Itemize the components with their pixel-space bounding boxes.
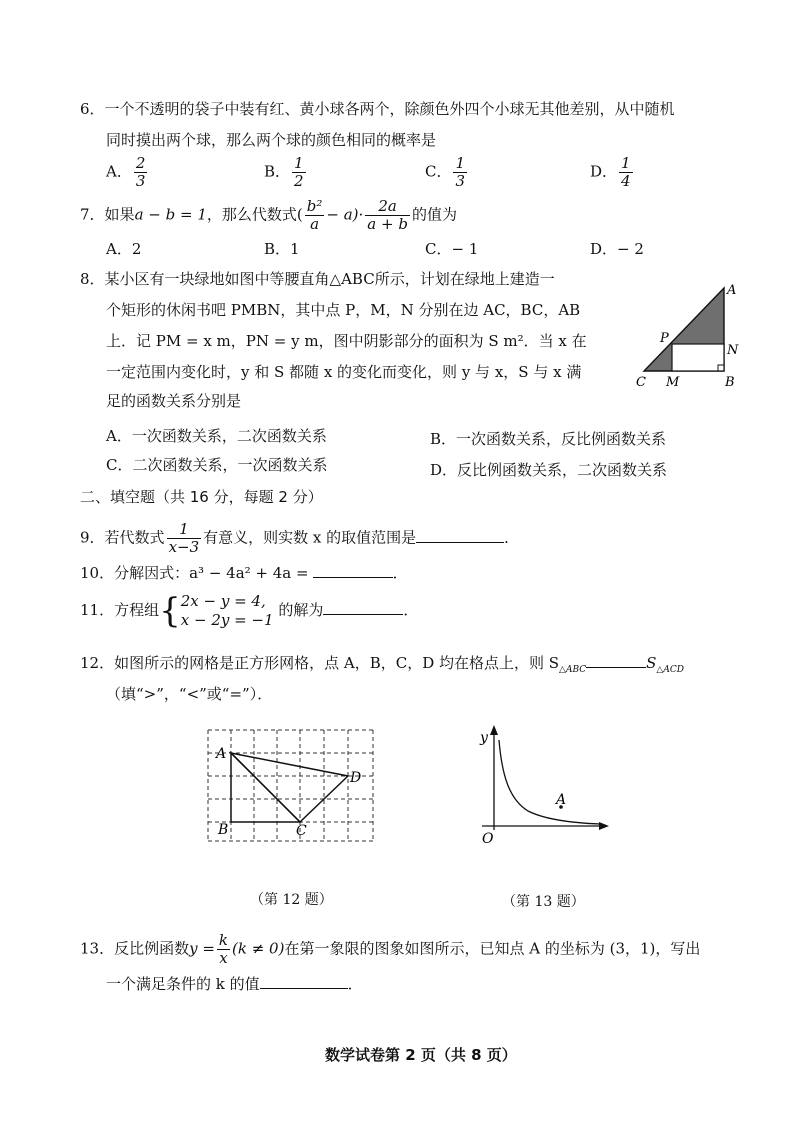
q8-option-b: B．一次函数关系，反比例函数关系 [430, 430, 667, 448]
q13-function-lhs: y = [189, 939, 215, 958]
q12-caption: （第 12 题） [250, 892, 333, 908]
q12-triangle-acd [231, 753, 348, 822]
q12-number: 12． [80, 654, 115, 672]
q6-option-d-den: 4 [621, 172, 631, 190]
q12-label-a: A [216, 746, 227, 762]
q6-line1 [80, 98, 675, 119]
q9-answer-blank[interactable] [416, 542, 504, 543]
q10-line [80, 562, 408, 583]
q6-option-a-fraction [134, 155, 148, 190]
q9-end: ． [504, 528, 520, 547]
q12-answer-blank[interactable] [586, 667, 646, 668]
q11-eq1: 2x − y = 4, [180, 592, 266, 610]
q12-subscript-abc: △ABC [559, 665, 587, 675]
q12-label-d: D [350, 770, 362, 786]
q8-label-n: N [727, 343, 739, 358]
q8-number: 8． [80, 270, 105, 288]
q13-x-axis-arrow [599, 822, 609, 830]
q7-prefix: 如果 [104, 205, 135, 224]
q13-line1 [80, 932, 700, 967]
q6-option-b-label: B． [264, 162, 291, 181]
q8-triangle-figure [628, 276, 748, 394]
q12-grid-figure [200, 722, 385, 847]
q8-text-line5: 足的函数关系分别是 [106, 392, 242, 410]
q8-label-c: C [636, 375, 646, 390]
q7-condition: a − b = 1 [134, 205, 207, 224]
q7-fraction-1 [305, 198, 325, 233]
q13-label-a: A [556, 792, 567, 808]
q13-answer-blank[interactable] [260, 988, 348, 989]
q6-option-d-fraction [619, 155, 633, 190]
q6-option-b-den: 2 [294, 172, 304, 190]
q13-text-line2: 一个满足条件的 k 的值 [106, 975, 260, 993]
q8-text-line1: 某小区有一块绿地如图中等腰直角△ABC所示，计划在绿地上建造一 [104, 270, 555, 288]
q7-f1-den: a [310, 215, 320, 233]
q12-text-line1: 如图所示的网格是正方形网格，点 A，B，C，D 均在格点上，则 S [114, 654, 560, 672]
q6-text-line2: 同时摸出两个球，那么两个球的颜色相同的概率是 [106, 131, 437, 149]
q6-option-b [264, 155, 308, 190]
q9-den: x−3 [168, 538, 200, 556]
q9-number: 9． [80, 528, 105, 547]
q11-prefix: 方程组 [114, 601, 160, 619]
q9-prefix: 若代数式 [104, 528, 165, 547]
q6-option-c-num: 1 [455, 154, 466, 172]
q7-fraction-2 [365, 198, 410, 233]
q13-condition: (k ≠ 0) [232, 939, 285, 958]
q6-option-d-label: D． [590, 162, 618, 181]
q12-grid-lines [208, 730, 373, 841]
q6-option-c-den: 3 [455, 172, 466, 190]
q13-line2 [106, 973, 363, 994]
q13-text1: 在第一象限的图象如图所示，已知点 A 的坐标为 (3，1)，写出 [284, 939, 701, 958]
section-2-title: 二、填空题（共 16 分，每题 2 分） [80, 488, 323, 506]
q6-text-line1: 一个不透明的袋子中装有红、黄小球各两个，除颜色外四个小球无其他差别，从中随机 [104, 100, 675, 118]
q8-label-a: A [727, 283, 737, 298]
q7-option-c: C．− 1 [425, 240, 479, 258]
q11-number: 11． [80, 601, 115, 619]
q9-num: 1 [167, 521, 202, 539]
q7-f1-num: b² [306, 197, 323, 215]
q6-option-c-label: C． [425, 162, 452, 181]
q7-line1: 7．如果a − b = 1，那么代数式( $\frac{\text{b²}}{a}$ − a)· $\frac{2a}{a + b}$ 的值为 [80, 197, 457, 233]
q6-option-d-num: 1 [621, 154, 631, 172]
q6-option-a-den: 3 [135, 172, 146, 190]
q7-number: 7． [80, 205, 105, 224]
q6-option-b-num: 1 [294, 154, 304, 172]
q7-f2-num: 2a [365, 198, 410, 216]
q13-function-fraction [217, 932, 230, 967]
q10-number: 10． [80, 564, 115, 582]
q8-option-a: A．一次函数关系，二次函数关系 [106, 427, 327, 445]
q8-text-line4: 一定范围内变化时，y 和 S 都随 x 的变化而变化，则 y 与 x，S 与 x 满 [106, 363, 582, 381]
q11-answer-blank[interactable] [323, 614, 403, 615]
q11-brace: { [159, 591, 181, 631]
q7-suffix: 的值为 [411, 205, 457, 224]
q7-option-d: D．− 2 [590, 240, 644, 258]
q13-label-o: O [482, 831, 494, 847]
q11-line [80, 592, 418, 630]
q8-label-m: M [666, 375, 680, 390]
q8-text-line2: 个矩形的休闲书吧 PMBN，其中点 P，M，N 分别在边 AC，BC，AB [106, 301, 581, 319]
q12-label-c: C [296, 823, 307, 839]
q7-f2-den: a + b [367, 215, 408, 233]
q13-prefix: 反比例函数 [114, 939, 190, 958]
q8-label-p: P [660, 331, 669, 346]
q12-subscript-acd: △ACD [656, 665, 684, 675]
q6-option-d [590, 155, 635, 190]
q11-suffix: 的解为 [278, 601, 324, 619]
q9-suffix: 有意义，则实数 x 的取值范围是 [203, 528, 417, 547]
q10-text: 分解因式：a³ − 4a² + 4a = [114, 564, 309, 582]
q13-number: 13． [80, 939, 115, 958]
q12-label-b: B [218, 822, 229, 838]
q13-fn-den: x [219, 949, 228, 967]
q6-option-c [425, 155, 469, 190]
q13-label-y: y [480, 730, 488, 746]
page-footer: 数学试卷第 2 页（共 8 页） [325, 1046, 517, 1064]
q7-option-a: A．2 [106, 240, 142, 258]
q8-line1 [80, 268, 555, 289]
q8-option-d: D．反比例函数关系，二次函数关系 [430, 461, 668, 479]
q6-option-a [106, 155, 149, 190]
q6-number: 6． [80, 100, 105, 118]
q12-s-acd: S [646, 654, 657, 672]
q10-end: ． [392, 564, 408, 582]
q6-option-c-fraction [453, 155, 467, 190]
q10-answer-blank[interactable] [313, 577, 393, 578]
q6-option-a-num: 2 [135, 154, 146, 172]
q12-text-line2: （填“>”，“<”或“=”）． [106, 685, 273, 703]
q7-middle: ，那么代数式 [206, 205, 297, 224]
q13-caption: （第 13 题） [502, 894, 585, 910]
q8-option-c: C．二次函数关系，一次函数关系 [106, 456, 328, 474]
q7-option-b: B．1 [264, 240, 300, 258]
q11-end: ． [403, 601, 419, 619]
q8-text-line3: 上．记 PM = x m，PN = y m，图中阴影部分的面积为 S m²．当 x 在 [106, 332, 587, 350]
q13-fn-num: k [218, 931, 229, 949]
q11-system [181, 592, 274, 630]
q8-label-b: B [725, 375, 735, 390]
q6-option-a-label: A． [106, 162, 132, 181]
q6-option-b-fraction [292, 155, 306, 190]
q9-line [80, 521, 519, 556]
q7-minus-a: − a)· [326, 205, 364, 224]
q13-y-axis-arrow [490, 725, 498, 735]
q8-rectangle-pmbn [672, 344, 724, 371]
q13-hyperbola-curve [499, 740, 600, 824]
q11-eq2: x − 2y = −1 [180, 611, 274, 629]
q9-fraction [167, 521, 202, 556]
q13-end: ． [347, 975, 363, 993]
q13-graph-figure [468, 722, 618, 852]
q12-line1 [80, 652, 684, 675]
